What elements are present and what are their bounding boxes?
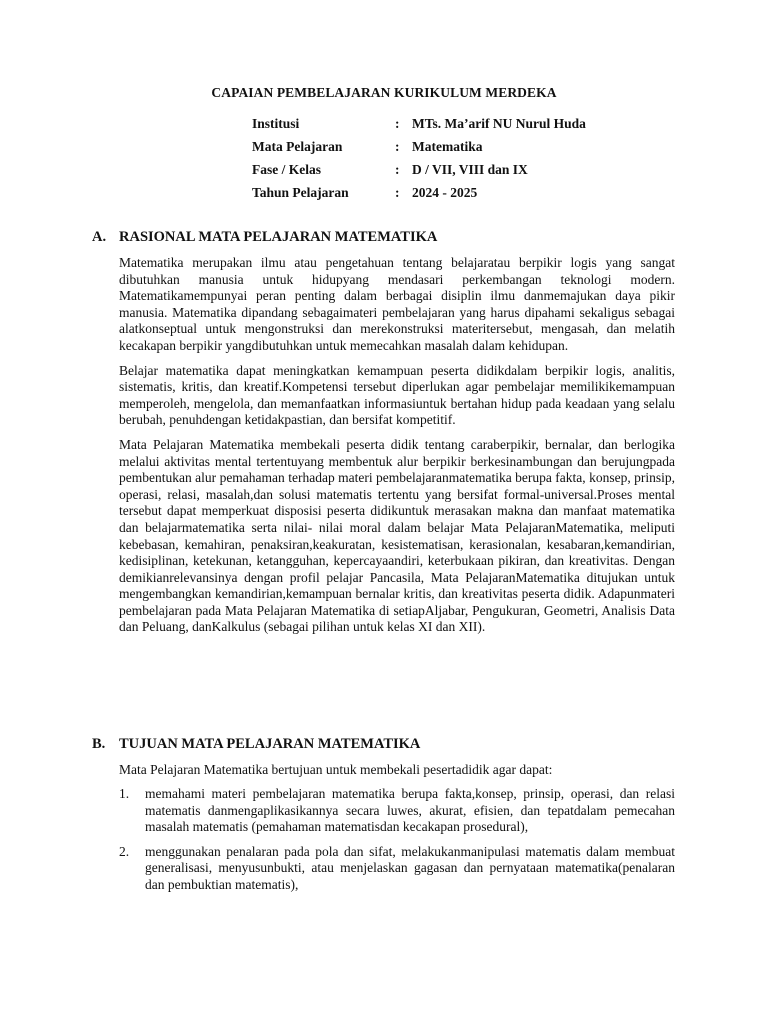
info-colon: : [395, 161, 400, 177]
section-title: TUJUAN MATA PELAJARAN MATEMATIKA [119, 736, 421, 752]
list-text: memahami materi pembelajaran matematika berupa fakta,konsep, prinsip, operasi, dan relasi matematis danmengaplikasikannya secara luwes, akurat, efisien, dan tepatdalam pemecahan masalah matematis (pemahaman matematisdan kecakapan prosedural), [145, 786, 675, 835]
paragraph: Mata Pelajaran Matematika membekali peserta didik tentang caraberpikir, bernalar, dan berlogika melalui aktivitas mental tertentuyang membentuk alur berpikir berkesinambungan dan berujungpada pembentukan alur pemahaman terhadap materi pembelajaranmatematika berupa fakta, konsep, prinsip, operasi, relasi, masalah,dan solusi matematis tertentu yang bersifat formal-universal.Proses mental tersebut dapat memperkuat disposisi peserta didikuntuk merasakan makna dan manfaat matematika dan belajarmatematika serta nilai- nilai moral dalam belajar Mata PelajaranMatematika, meliputi kebebasan, kemahiran, penaksiran,keakuratan, kesistematisan, kerasionalan, kesabaran,kemandirian, kedisiplinan, ketekunan, ketangguhan, kepercayaandiri, keterbukaan pikiran, dan kreativitas. Dengan demikianrelevansinya dengan profil pelajar Pancasila, Mata PelajaranMatematika ditujukan untuk mengembangkan kemandirian,kemampuan bernalar kritis, dan kreativitas peserta didik. Adapunmateri pembelajaran pada Mata Pelajaran Matematika di setiapAljabar, Pengukuran, Geometri, Analisis Data dan Peluang, danKalkulus (sebagai pilihan untuk kelas XI dan XII). [119, 436, 675, 635]
info-label: Fase / Kelas [252, 161, 321, 177]
info-colon: : [395, 185, 400, 201]
info-value: MTs. Ma’arif NU Nurul Huda [412, 115, 586, 131]
objectives-list [119, 786, 675, 902]
info-label: Tahun Pelajaran [252, 185, 349, 201]
info-value: D / VII, VIII dan IX [412, 161, 528, 177]
paragraph: Mata Pelajaran Matematika bertujuan untuk membekali pesertadidik agar dapat: [119, 762, 553, 777]
info-value: 2024 - 2025 [412, 185, 478, 201]
list-number: 2. [119, 843, 130, 859]
info-colon: : [395, 138, 400, 154]
section-a-body [119, 255, 675, 644]
section-title: RASIONAL MATA PELAJARAN MATEMATIKA [119, 229, 438, 245]
info-value: Matematika [412, 138, 483, 154]
section-letter: A. [92, 229, 107, 245]
info-label: Mata Pelajaran [252, 138, 343, 154]
list-number: 1. [119, 786, 130, 801]
info-row-institusi [252, 112, 586, 135]
section-b-heading [92, 736, 420, 753]
paragraph: Matematika merupakan ilmu atau pengetahuan tentang belajaratau berpikir logis yang sangat dibutuhkan manusia untuk hidupyang mendasari perkembangan teknologi modern. Matematikamempunyai peran penting dalam berbagai disiplin ilmu danmemajukan daya pikir manusia. Matematika dipandang sebagaimateri pembelajaran yang harus dipahami sekaligus sebagai alatkonseptual untuk mengonstruksi dan merekonstruksi materitersebut, mengasah, dan melatih kecakapan berpikir yangdibutuhkan untuk memecahkan masalah dalam kehidupan. [119, 255, 675, 353]
section-b-intro [119, 762, 675, 787]
list-text: menggunakan penalaran pada pola dan sifat, melakukanmanipulasi matematis dalam membuat generalisasi, menyusunbukti, atau menjelaskan gagasan dan pernyataan matematika(penalaran dan pembuktian matematis), [145, 843, 675, 892]
info-row-fase-kelas [252, 158, 586, 181]
info-row-mata-pelajaran [252, 135, 586, 158]
info-label: Institusi [252, 115, 300, 131]
list-item [119, 786, 675, 836]
section-a-heading [92, 229, 437, 246]
info-table [252, 112, 586, 205]
document-title: CAPAIAN PEMBELAJARAN KURIKULUM MERDEKA [211, 85, 557, 100]
paragraph: Belajar matematika dapat meningkatkan kemampuan peserta didikdalam berpikir logis, analitis, sistematis, kritis, dan kreatif.Kompetensi tersebut diperlukan agar pembelajar memilikikemampuan memperoleh, mengelola, dan memanfaatkan informasiuntuk bertahan hidup pada keadaan yang selalu berubah, penuhdengan ketidakpastian, dan bersifat kompetitif. [119, 362, 675, 428]
list-item [119, 844, 675, 894]
info-row-tahun-pelajaran [252, 182, 586, 205]
section-letter: B. [92, 736, 106, 752]
info-colon: : [395, 115, 400, 131]
